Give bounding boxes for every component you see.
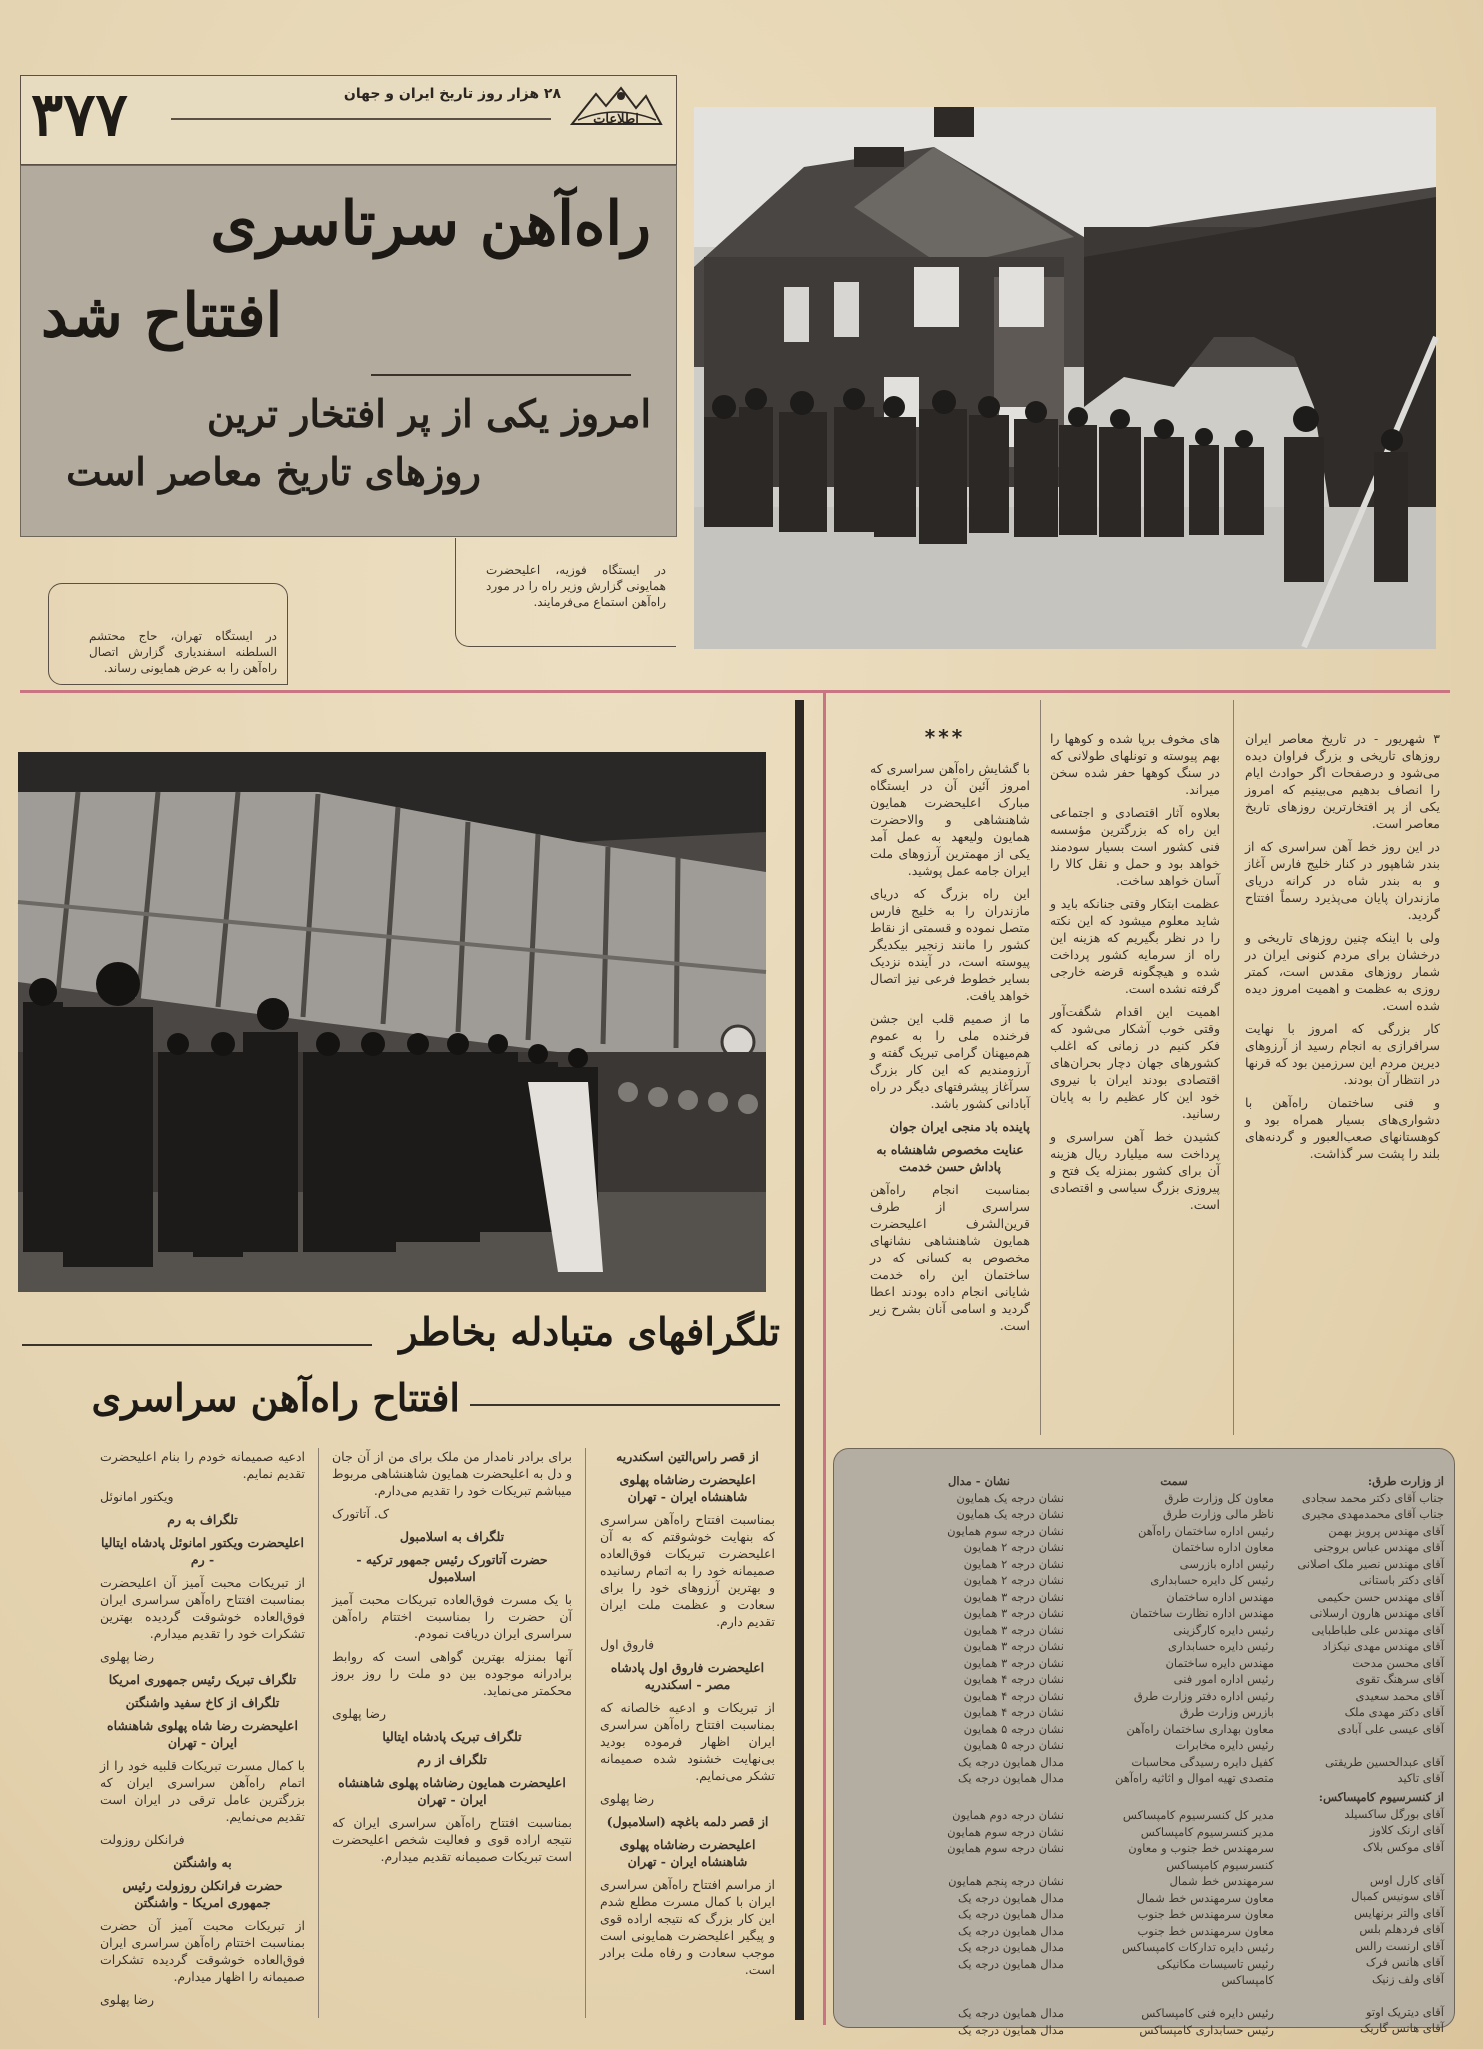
telegram-c3-p10: فرانکلن روزولت	[100, 1832, 185, 1847]
honor-m1-11: نشان درجه ۳ همایون	[963, 1655, 1064, 1670]
honor-p2-4: سرمهندس خط شمال	[1169, 1874, 1274, 1888]
honor-m1-9: نشان درجه ۳ همایون	[963, 1622, 1064, 1637]
honor-p1-9: رئیس دایره کارگزینی	[1173, 1622, 1274, 1637]
honor-r1-16	[1289, 1737, 1444, 1754]
honor-r2-8: آقای فردهلم بلس	[1359, 1922, 1444, 1936]
telegram-c3-p1: ویکتور امانوئل	[100, 1489, 174, 1504]
article-mid-p1: بعلاوه آثار اقتصادی و اجتماعی این راه که بزرگترین مؤسسه فنی کشور است بسیار سودمند خواهد بود و حمل و نقل کالا را آسان خواهد ساخت.	[1050, 805, 1220, 888]
honor-p1-4: معاون اداره ساختمان	[1172, 1540, 1274, 1554]
honor-p2-2: سرمهندس خط جنوب و معاون	[1128, 1841, 1274, 1855]
telegrams-title-rule2	[470, 1404, 780, 1406]
telegram-c3-p4: از تبریکات محبت آمیز آن اعلیحضرت بمناسبت افتتاح راه‌آهن سراسری ایران فوق‌العاده خوشوقت گردیده بهترین تشکرات خود را تقدیم میدارم.	[100, 1575, 305, 1641]
honor-p2-8: رئیس دایره تدارکات کامپساکس	[1121, 1940, 1274, 1954]
article-mid-p2: عظمت ابتکار وقتی جنانکه باید و شاید معلوم میشود که این نکته را در نظر بگیریم که هزینه این راه از سرمایه کشور پرداخت شده و هیچگونه قرضه خارجی گرفته نشده است.	[1050, 896, 1220, 996]
honor-p2-13: رئیس حسابداری کامپساکس	[1139, 2022, 1274, 2037]
article-right-p0: ۳ شهریور - در تاریخ معاصر ایران روزهای تاریخی و بزرگ فراوان دیده می‌شود و درصفحات اگر حوادث ایام را انصاف بدهیم می‌بینیم که امروز یکی از پر افتخارترین روزهای تاریخ معاصر است.	[1245, 731, 1440, 831]
telegram-c1-p9: از مراسم افتتاح راه‌آهن سراسری ایران با کمال مسرت مطلع شدم این کار بزرگ که نتیجه اراده قوی و پیگیر اعلیحضرت همایونی است موجب سعادت و رفاه ملت برادر است.	[600, 1877, 775, 1977]
article-right-p4: و فنی ساختمان راه‌آهن با دشواری‌های بسیار همراه بود و کوهستانهای صعب‌العبور و گردنه‌های بلند را پشت سر گذاشت.	[1245, 1095, 1440, 1161]
headline-rule	[371, 374, 631, 376]
caption-tehran-station: در ایستگاه تهران، حاج محتشم السلطنه اسفندیاری گزارش اتصال راه‌آهن را به عرض همایونی رساند.	[89, 629, 277, 675]
honor-p2-1: مدیر کنسرسیوم کامپساکس	[1140, 1824, 1274, 1839]
honor-p1-11: مهندس دایره ساختمان	[1165, 1655, 1274, 1670]
honor-r1-4: آقای مهندس عباس بروجنی	[1313, 1540, 1444, 1554]
article-left-p5: بمناسبت انجام راه‌آهن سراسری از طرف قرین‌الشرف اعلیحضرت همایون شاهنشاهی نشانهای مخصوص به کسانی که در ساختمان این راه خدمت شایانی انجام داده بودند اعطا گردید و اسامی آنان بشرح زیر است.	[870, 1182, 1030, 1333]
telegram-c3-p0: ادعیه صمیمانه خودم را بنام اعلیحضرت تقدیم نمایم.	[100, 1449, 305, 1481]
headline-title-line2: افتتاح شد	[41, 281, 283, 351]
honor-m2-12: مدال همایون درجه یک	[958, 2006, 1064, 2020]
honor-p1-10: رئیس دایره حسابداری	[1168, 1639, 1274, 1653]
honor-p1-6: رئیس کل دایره حسابداری	[1150, 1573, 1274, 1587]
honors-medals-1	[894, 1473, 1064, 1785]
telegram-c3-p6: تلگراف تبریک رئیس جمهوری امریکا	[108, 1672, 297, 1687]
telegram-c2-p7: تلگراف تبریک پادشاه ایتالیا	[382, 1729, 522, 1744]
telegram-c3-p11: به واشنگتن	[173, 1855, 232, 1870]
honor-m1-13: نشان درجه ۴ همایون	[963, 1688, 1064, 1703]
honor-m1-0: نشان - مدال	[948, 1474, 1010, 1488]
article-column-middle	[1050, 730, 1220, 1435]
article-left-p1: این راه بزرگ که دریای مازندران را به خلیج فارس متصل نموده و قسمتی از نقاط کشور را مانند زنجیر بیکدیگر پیوسته است، در آینده نزدیک بسایر خطوط فرعی نیز اتصال خواهد یافت.	[870, 886, 1030, 1003]
telegram-c2-p5: آنها بمنزله بهترین گواهی است که روابط برادرانه موجوده بین دو ملت را روز بروز محکمتر می‌نماید.	[332, 1649, 572, 1698]
honor-m2-2: نشان درجه سوم همایون	[947, 1841, 1064, 1855]
honor-p1-8: مهندس اداره نظارت ساختمان	[1130, 1606, 1274, 1620]
article-right-p3: کار بزرگی که امروز با نهایت سرافرازی به انجام رسید از آرزوهای دیرین مردم این سرزمین بود که قرنها در انتظار آن بودند.	[1245, 1021, 1440, 1087]
honor-m1-4: نشان درجه ۲ همایون	[963, 1540, 1064, 1554]
honor-r1-14: آقای دکتر مهدی ملک	[1344, 1705, 1444, 1719]
honor-m2-6: مدال همایون درجه یک	[958, 1907, 1064, 1921]
photo-tehran-station	[18, 752, 766, 1292]
telegram-c2-p0: برای برادر نامدار من ملک برای من از آن جان و دل به اعلیحضرت همایون شاهنشاهی مربوط میباشم تبریکات خود را تقدیم می‌دارم.	[332, 1449, 572, 1498]
article-right-p1: در این روز خط آهن سراسری که از بندر شاهپور در کنار خلیج فارس آغاز و به بندر شاه در کرانه دریای مازندران پایان می‌پذیرد رسماً افتتاح گردید.	[1245, 839, 1440, 922]
honor-r1-0: از وزارت طرق:	[1367, 1474, 1444, 1488]
series-title: ۲۸ هزار روز تاریخ ایران و جهان	[343, 86, 561, 102]
article-left-p3: پاینده باد منجی ایران جوان	[889, 1119, 1030, 1134]
telegrams-column-3	[100, 1448, 305, 2018]
honor-p1-2: ناظر مالی وزارت طرق	[1162, 1507, 1274, 1521]
honor-p2-10: کامپساکس	[1221, 1973, 1274, 1987]
honor-r2-7: آقای والتر برنهایس	[1354, 1905, 1444, 1920]
honor-m2-13: مدال همایون درجه یک	[958, 2022, 1064, 2037]
honors-recipients-1	[1289, 1473, 1444, 1785]
honor-m1-16: نشان درجه ۵ همایون	[963, 1738, 1064, 1752]
honor-r2-10: آقای هانس فرک	[1365, 1955, 1444, 1969]
telegram-c1-p2: بمناسبت افتتاح راه‌آهن سراسری که بنهایت خوشوقتم که به آن اعلیحضرت تبریکات فوق‌العاده صمیمانه خود را به اتمام رسانیده و بهترین آرزوهای خود را برای سعادت و عظمت ملت ایران تقدیم دارم.	[600, 1512, 775, 1629]
telegram-c1-p1: اعلیحضرت رضاشاه پهلوی شاهنشاه ایران - تهران	[619, 1472, 756, 1504]
header-strip	[20, 75, 677, 165]
headline-title-line1: راه‌آهن سرتاسری	[210, 189, 651, 259]
honor-m1-2: نشان درجه یک همایون	[956, 1507, 1064, 1521]
honor-r2-11: آقای ولف زنیک	[1372, 1971, 1444, 1986]
honor-p1-18: متصدی تهیه اموال و اثاثیه راه‌آهن	[1115, 1771, 1274, 1785]
honor-m1-14: نشان درجه ۴ همایون	[963, 1705, 1064, 1719]
article-left-p4: عنایت مخصوص شاهنشاه به پاداش حسن خدمت	[876, 1142, 1024, 1174]
article-column-left	[870, 760, 1030, 1435]
honor-r1-18: آقای تاکید	[1397, 1771, 1444, 1785]
article-separator: ***	[924, 725, 966, 749]
caption-top-photo: در ایستگاه فوزیه، اعلیحضرت همایونی گزارش وزیر راه را در مورد راه‌آهن استماع می‌فرمایند.	[486, 563, 666, 609]
honor-m2-8: مدال همایون درجه یک	[958, 1940, 1064, 1954]
caption-box-top-photo	[455, 538, 676, 647]
honor-r1-9: آقای مهندس علی طباطبایی	[1311, 1622, 1444, 1637]
honor-r1-1: جناب آقای دکتر محمد سجادی	[1301, 1490, 1444, 1505]
honors-recipients-2	[1289, 1789, 1444, 2035]
honor-r2-1: آقای بورگل ساکسیلد	[1344, 1806, 1444, 1821]
honor-m1-10: نشان درجه ۳ همایون	[963, 1639, 1064, 1653]
article-right-p2: ولی با اینکه چنین روزهای تاریخی و درخشان برای مردم کنونی ایران در شمار روزهای مقدس است، کمتر روزی به عظمت و اهمیت امروز دیده شده است.	[1245, 930, 1440, 1013]
honor-p1-3: رئیس اداره ساختمان راه‌آهن	[1137, 1523, 1274, 1538]
telegram-c1-p7: از قصر دلمه باغچه (اسلامبول)	[606, 1814, 769, 1829]
honor-m2-11	[894, 1989, 1064, 2006]
header-rule	[171, 118, 551, 120]
telegram-c2-p3: حضرت آتاتورک رئیس جمهور ترکیه - اسلامبول	[356, 1552, 548, 1584]
logo-text: اطلاعات	[593, 112, 639, 127]
honor-r1-17: آقای عبدالحسین طریقتی	[1324, 1754, 1444, 1769]
honor-r1-3: آقای مهندس پرویز بهمن	[1328, 1523, 1444, 1538]
article-col-rule-2	[1040, 700, 1041, 1435]
article-left-p0: با گشایش راه‌آهن سراسری که امروز آئین آن در ایستگاه مبارک اعلیحضرت همایون شاهنشاهی و والاحضرت همایون ولیعهد به عمل آمد یکی از مهمترین آرزوهای ملت ایران جامه عمل پوشید.	[870, 761, 1030, 878]
headline-box	[20, 165, 677, 537]
headline-subtitle-line2: روزهای تاریخ معاصر است	[66, 449, 481, 494]
honor-p1-16: رئیس دایره مخابرات	[1175, 1738, 1274, 1752]
telegram-c3-p5: رضا پهلوی	[100, 1649, 155, 1664]
telegram-c1-p0: از قصر راس‌التین اسکندریه	[616, 1449, 759, 1464]
telegram-c3-p13: از تبریکات محبت آمیز آن حضرت بمناسبت اختتام راه‌آهن سراسری ایران فوق‌العاده خوشوقت گردیده تشکرات صمیمانه را اظهار میدارم.	[100, 1918, 305, 1984]
honor-m2-3	[894, 1857, 1064, 1874]
honor-r2-9: آقای ارنست رالس	[1355, 1938, 1444, 1953]
honor-r2-14: آقای هانس گاریک	[1360, 2021, 1444, 2035]
honors-positions-2	[1074, 1807, 1274, 2037]
telegram-c1-p6: رضا پهلوی	[600, 1791, 655, 1806]
article-column-right	[1245, 730, 1440, 1435]
telegram-c2-p2: تلگراف به اسلامبول	[399, 1529, 505, 1544]
honor-r1-12: آقای سرهنگ تقوی	[1355, 1672, 1444, 1686]
telegram-c2-p8: تلگراف از رم	[417, 1752, 487, 1767]
telegram-c3-p9: با کمال مسرت تبریکات قلبیه خود را از اتمام راه‌آهن سراسری ایران که بزرگترین عامل ترقی در ایران است تقدیم می‌نمایم.	[100, 1758, 305, 1824]
honor-p2-12: رئیس دایره فنی کامپساکس	[1141, 2006, 1274, 2020]
article-mid-p3: اهمیت این اقدام شگفت‌آور وقتی خوب آشکار می‌شود که فکر کنیم در زمانی که اغلب کشورهای جهان دچار بحران‌های اقتصادی بودند ایران با نیروی خود این کار عظیم را به پایان رسانید.	[1050, 1004, 1220, 1121]
photo-fouzieh-station	[694, 107, 1436, 649]
honor-p1-7: مهندس اداره ساختمان	[1166, 1589, 1274, 1604]
telegrams-col-rule-1	[585, 1448, 586, 2018]
honor-m2-9: مدال همایون درجه یک	[958, 1956, 1064, 1971]
telegram-c3-p7: تلگراف از کاخ سفید واشنگتن	[125, 1695, 280, 1710]
honor-m2-1: نشان درجه سوم همایون	[947, 1824, 1064, 1839]
honor-p1-13: رئیس اداره دفتر وزارت طرق	[1133, 1688, 1274, 1703]
column-divider	[823, 690, 826, 2025]
newspaper-logo	[566, 84, 666, 132]
page-number: ۳۷۷	[31, 80, 128, 150]
honor-p2-5: معاون سرمهندس خط شمال	[1136, 1890, 1274, 1905]
honor-r2-0: از کنسرسیوم کامپساکس:	[1318, 1790, 1444, 1804]
dark-column-rule	[795, 700, 804, 2020]
telegrams-column-2	[332, 1448, 572, 2018]
honor-m1-5: نشان درجه ۲ همایون	[963, 1556, 1064, 1571]
honor-r2-6: آقای سونیس کمبال	[1351, 1889, 1444, 1903]
honor-p1-15: معاون بهداری ساختمان راه‌آهن	[1126, 1721, 1274, 1736]
telegrams-col-rule-2	[318, 1448, 319, 2018]
honor-m2-4: نشان درجه پنجم همایون	[948, 1874, 1064, 1888]
honor-m2-0: نشان درجه دوم همایون	[952, 1808, 1064, 1822]
telegram-c3-p2: تلگراف به رم	[167, 1512, 238, 1527]
honor-r1-15: آقای عیسی علی آبادی	[1337, 1721, 1444, 1736]
honor-p1-14: بازرس وزارت طرق	[1179, 1705, 1274, 1719]
honor-p1-5: رئیس اداره بازرسی	[1179, 1556, 1274, 1571]
honor-p2-9: رئیس تاسیسات مکانیکی	[1156, 1956, 1274, 1971]
section-divider	[20, 690, 1450, 693]
telegram-c2-p9: اعلیحضرت همایون رضاشاه پهلوی شاهنشاه ایران - تهران	[338, 1775, 566, 1807]
honor-m1-18: مدال همایون درجه یک	[958, 1771, 1064, 1785]
telegrams-title-line2: افتتاح راه‌آهن سراسری	[91, 1375, 460, 1420]
honor-m1-1: نشان درجه یک همایون	[956, 1490, 1064, 1505]
headline-subtitle-line1: امروز یکی از پر افتخار ترین	[206, 391, 651, 436]
honor-r2-5: آقای کارل اوس	[1369, 1872, 1444, 1887]
article-mid-p4: کشیدن خط آهن سراسری و پرداخت سه میلیارد ریال هزینه آن برای کشور بمنزله یک فتح و پیروزی بزرگ سیاسی و اقتصادی است.	[1050, 1129, 1220, 1212]
telegram-c3-p3: اعلیحضرت ویکتور امانوئل پادشاه ایتالیا - رم	[101, 1535, 304, 1567]
honor-p1-1: معاون کل وزارت طرق	[1164, 1490, 1274, 1505]
honor-r1-5: آقای مهندس نصیر ملک اصلانی	[1297, 1556, 1444, 1571]
telegram-c2-p6: رضا پهلوی	[332, 1706, 387, 1721]
honor-r2-4	[1289, 1855, 1444, 1872]
telegram-c3-p8: اعلیحضرت رضا شاه پهلوی شاهنشاه ایران - تهران	[107, 1718, 298, 1750]
honor-m2-10	[894, 1972, 1064, 1989]
honor-p2-7: معاون سرمهندس خط جنوب	[1137, 1923, 1274, 1938]
honor-r1-11: آقای محسن مدحت	[1352, 1655, 1444, 1670]
honor-m2-7: مدال همایون درجه یک	[958, 1923, 1064, 1938]
honors-positions-1	[1074, 1473, 1274, 1785]
honor-r1-2: جناب آقای محمدمهدی مجیری	[1301, 1507, 1444, 1521]
honor-r2-3: آقای موکس بلاک	[1362, 1839, 1444, 1854]
honor-p1-17: کفیل دایره رسیدگی محاسبات	[1131, 1754, 1274, 1769]
telegram-c2-p4: با یک مسرت فوق‌العاده تبریکات محبت آمیز آن حضرت را بمناسبت اختتام راه‌آهن سراسری ایران دریافت نمودم.	[332, 1592, 572, 1641]
article-left-p2: ما از صمیم قلب این جشن فرخنده ملی را به عموم هم‌میهنان گرامی تبریک گفته و آرزومندیم که این کار بزرگ سرآغاز پیشرفتهای دیگر در راه آبادانی کشور باشد.	[870, 1011, 1030, 1111]
telegram-c1-p4: اعلیحضرت فاروق اول پادشاه مصر - اسکندریه	[610, 1660, 765, 1692]
telegram-c2-p10: بمناسبت افتتاح راه‌آهن سراسری ایران که نتیجه اراده قوی و فعالیت شخص اعلیحضرت است تبریکات صمیمانه تقدیم میدارم.	[332, 1815, 572, 1864]
honor-m1-15: نشان درجه ۵ همایون	[963, 1721, 1064, 1736]
honor-p2-11	[1074, 1989, 1274, 2006]
honor-r2-2: آقای ارنک کلاوز	[1369, 1823, 1444, 1837]
honor-m1-12: نشان درجه ۴ همایون	[963, 1672, 1064, 1686]
tehran-station-hall-photo	[18, 752, 766, 1292]
telegram-c3-p12: حضرت فرانکلن روزولت رئیس جمهوری امریکا - واشنگتن	[122, 1878, 283, 1910]
article-mid-p0: های مخوف برپا شده و کوهها را بهم پیوسته و تونلهای طولانی که در سنگ کوهها حفر شده سخن میراند.	[1050, 731, 1220, 797]
honor-r1-7: آقای مهندس حسن حکیمی	[1317, 1589, 1444, 1604]
caption-box-tehran	[48, 583, 288, 685]
honor-p2-3: کنسرسیوم کامپساکس	[1166, 1857, 1274, 1872]
station-building-photo	[694, 107, 1436, 649]
honor-r1-8: آقای مهندس هارون ارسلانی	[1309, 1606, 1444, 1620]
telegram-c1-p3: فاروق اول	[600, 1637, 655, 1652]
honor-p1-0: سمت	[1160, 1474, 1188, 1488]
telegram-c1-p8: اعلیحضرت رضاشاه پهلوی شاهنشاه ایران - تهران	[619, 1837, 756, 1869]
honor-m1-7: نشان درجه ۳ همایون	[963, 1589, 1064, 1604]
honor-p1-12: رئیس اداره امور فنی	[1173, 1672, 1274, 1686]
honors-box	[833, 1448, 1455, 2037]
telegram-c2-p1: ک. آتاتورک	[332, 1506, 390, 1521]
honor-p2-6: معاون سرمهندس خط جنوب	[1137, 1907, 1274, 1921]
honor-m1-3: نشان درجه سوم همایون	[947, 1523, 1064, 1538]
honor-m1-8: نشان درجه ۳ همایون	[963, 1606, 1064, 1620]
honor-r2-13: آقای دیتریک اوتو	[1365, 2004, 1444, 2019]
honor-r1-10: آقای مهندس مهدی نیکزاد	[1322, 1639, 1444, 1653]
honor-r1-6: آقای دکتر باستانی	[1358, 1573, 1444, 1587]
telegrams-title-rule1	[22, 1344, 372, 1346]
honor-m1-17: مدال همایون درجه یک	[958, 1754, 1064, 1769]
honor-r1-13: آقای محمد سعیدی	[1355, 1688, 1444, 1703]
telegram-c1-p5: از تبریکات و ادعیه خالصانه که بمناسبت افتتاح راه‌آهن سراسری ایران اظهار فرموده بودید بی‌نهایت خشنود شده صمیمانه تشکر می‌نمایم.	[600, 1700, 775, 1783]
telegrams-column-1	[600, 1448, 775, 2018]
honor-r2-12	[1289, 1987, 1444, 2004]
telegrams-title-line1: تلگرافهای متبادله بخاطر	[399, 1309, 780, 1354]
telegram-c3-p14: رضا پهلوی	[100, 1992, 155, 2007]
honors-medals-2	[894, 1807, 1064, 2037]
honor-m1-6: نشان درجه ۲ همایون	[963, 1573, 1064, 1587]
article-col-rule-1	[1233, 700, 1234, 1435]
honor-m2-5: مدال همایون درجه یک	[958, 1890, 1064, 1905]
honor-p2-0: مدیر کل کنسرسیوم کامپساکس	[1122, 1808, 1274, 1822]
